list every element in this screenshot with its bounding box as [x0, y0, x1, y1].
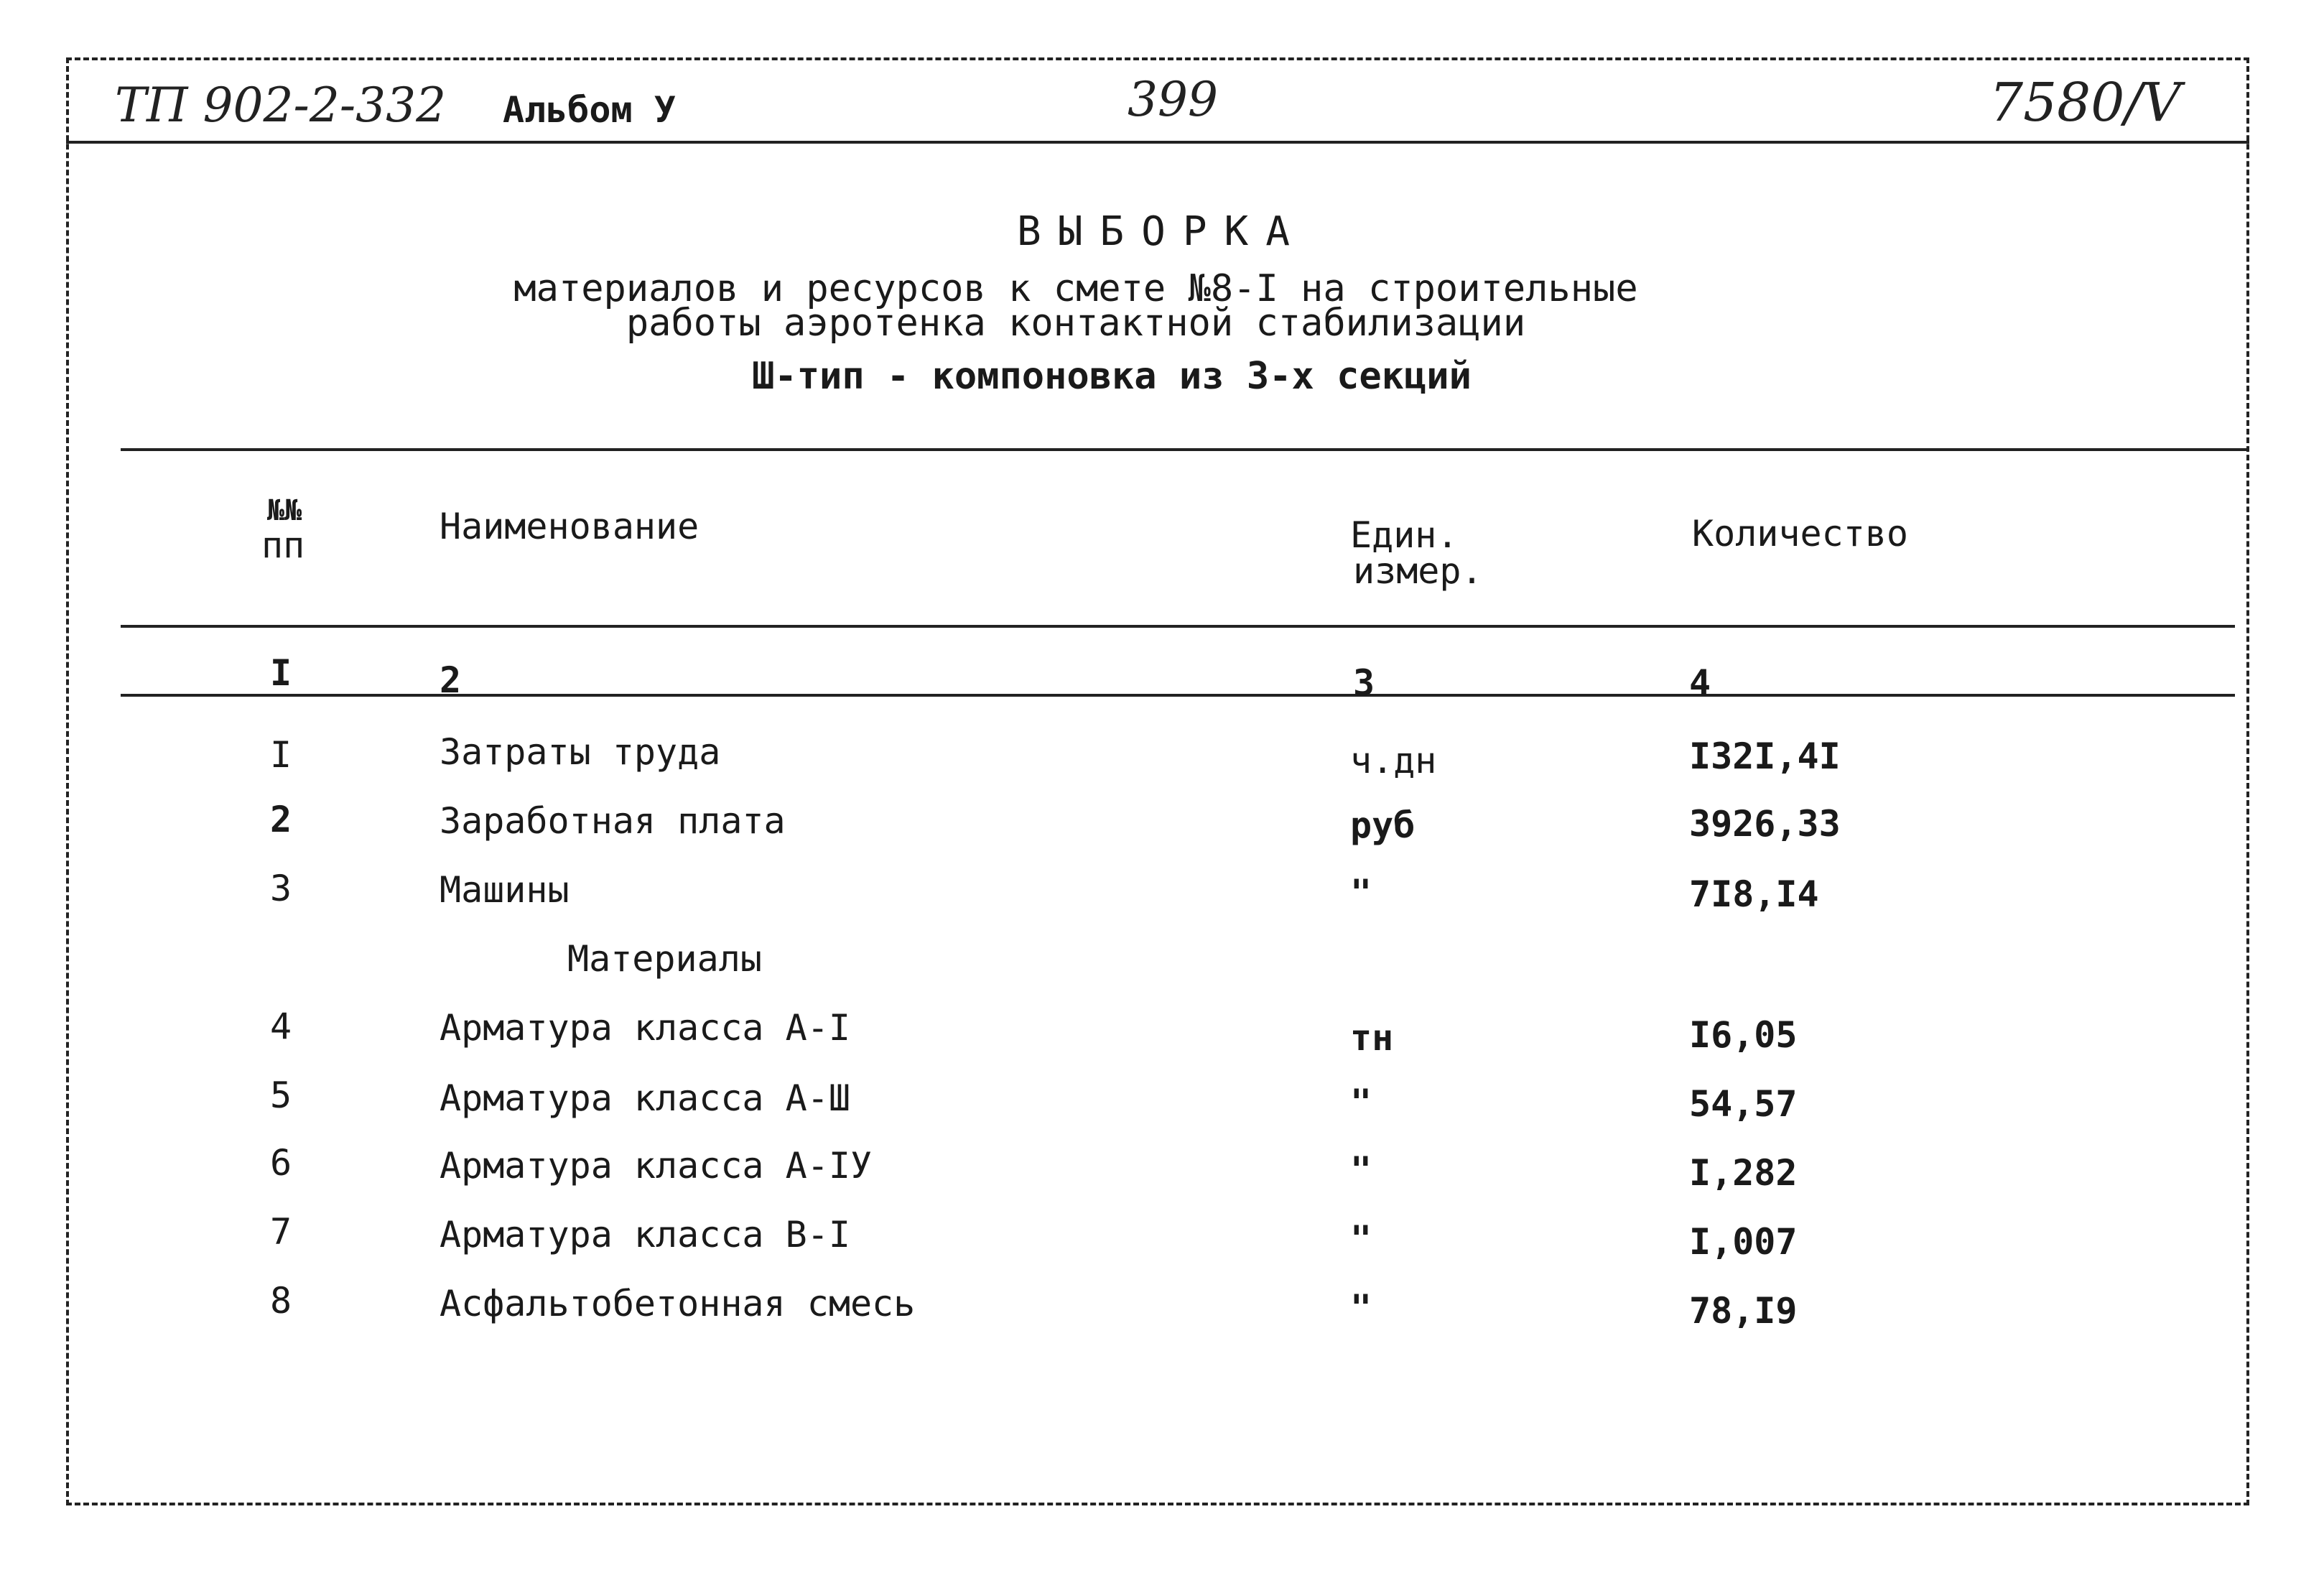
row-4-name: Арматура класса А-I [440, 1007, 850, 1049]
row-8-qty: 78,I9 [1689, 1290, 1798, 1332]
row-2-num: 2 [270, 799, 292, 840]
row-5-name: Арматура класса А-Ш [440, 1077, 850, 1119]
table-top-rule [121, 448, 2246, 451]
colnum-4: 4 [1689, 662, 1711, 704]
row-5-unit: " [1350, 1082, 1372, 1123]
page-number: 399 [1128, 72, 1218, 127]
title-line-3: Ш-тип - компоновка из 3-х секций [752, 355, 1472, 398]
row-1-qty: I32I,4I [1689, 735, 1841, 777]
header-name: Наименование [440, 506, 699, 547]
section-materials-label: Материалы [567, 938, 762, 980]
row-6-num: 6 [270, 1142, 292, 1184]
row-6-qty: I,282 [1689, 1152, 1798, 1194]
document-title: ВЫБОРКА [1016, 208, 1307, 255]
row-5-num: 5 [270, 1075, 292, 1116]
title-line-1: материалов и ресурсов к смете №8-I на строительные [513, 267, 1638, 310]
row-5-qty: 54,57 [1689, 1083, 1798, 1125]
header-unit-line1: Един. [1350, 514, 1459, 556]
colnum-1: I [270, 652, 292, 694]
project-code: ТП 902-2-332 [115, 78, 447, 133]
row-8-name: Асфальтобетонная смесь [440, 1283, 916, 1324]
row-8-num: 8 [270, 1280, 292, 1322]
header-qty: Количество [1692, 513, 1909, 554]
row-3-unit: " [1350, 872, 1372, 914]
album-label: Альбом У [503, 89, 676, 131]
title-line-2: работы аэротенка контактной стабилизации [626, 302, 1526, 345]
row-4-qty: I6,05 [1689, 1014, 1798, 1056]
row-6-unit: " [1350, 1149, 1372, 1191]
row-1-unit: ч.дн [1350, 740, 1437, 781]
sheet-code: 7580/V [1989, 72, 2181, 134]
colnum-3: 3 [1353, 662, 1375, 704]
row-2-name: Заработная плата [440, 800, 786, 842]
row-6-name: Арматура класса А-IУ [440, 1145, 873, 1187]
header-bottom-rule [121, 625, 2235, 628]
stamp-divider [66, 141, 2249, 144]
row-3-qty: 7I8,I4 [1689, 873, 1819, 915]
row-8-unit: " [1350, 1287, 1372, 1329]
colnum-2: 2 [440, 659, 462, 701]
header-unit-line2: измер. [1353, 550, 1483, 592]
row-7-name: Арматура класса В-I [440, 1214, 850, 1256]
row-7-unit: " [1350, 1218, 1372, 1260]
row-4-num: 4 [270, 1006, 292, 1047]
row-1-num: I [270, 734, 292, 776]
row-4-unit: тн [1350, 1017, 1394, 1059]
row-7-qty: I,007 [1689, 1221, 1798, 1263]
row-7-num: 7 [270, 1211, 292, 1253]
row-3-name: Машины [440, 869, 570, 911]
row-1-name: Затраты труда [440, 731, 721, 773]
header-num-line1: №№ [267, 494, 302, 527]
colnum-bottom-rule [121, 694, 2235, 697]
header-num-line2: пп [261, 524, 305, 566]
row-2-qty: 3926,33 [1689, 803, 1841, 845]
row-2-unit: руб [1350, 804, 1416, 846]
row-3-num: 3 [270, 868, 292, 909]
